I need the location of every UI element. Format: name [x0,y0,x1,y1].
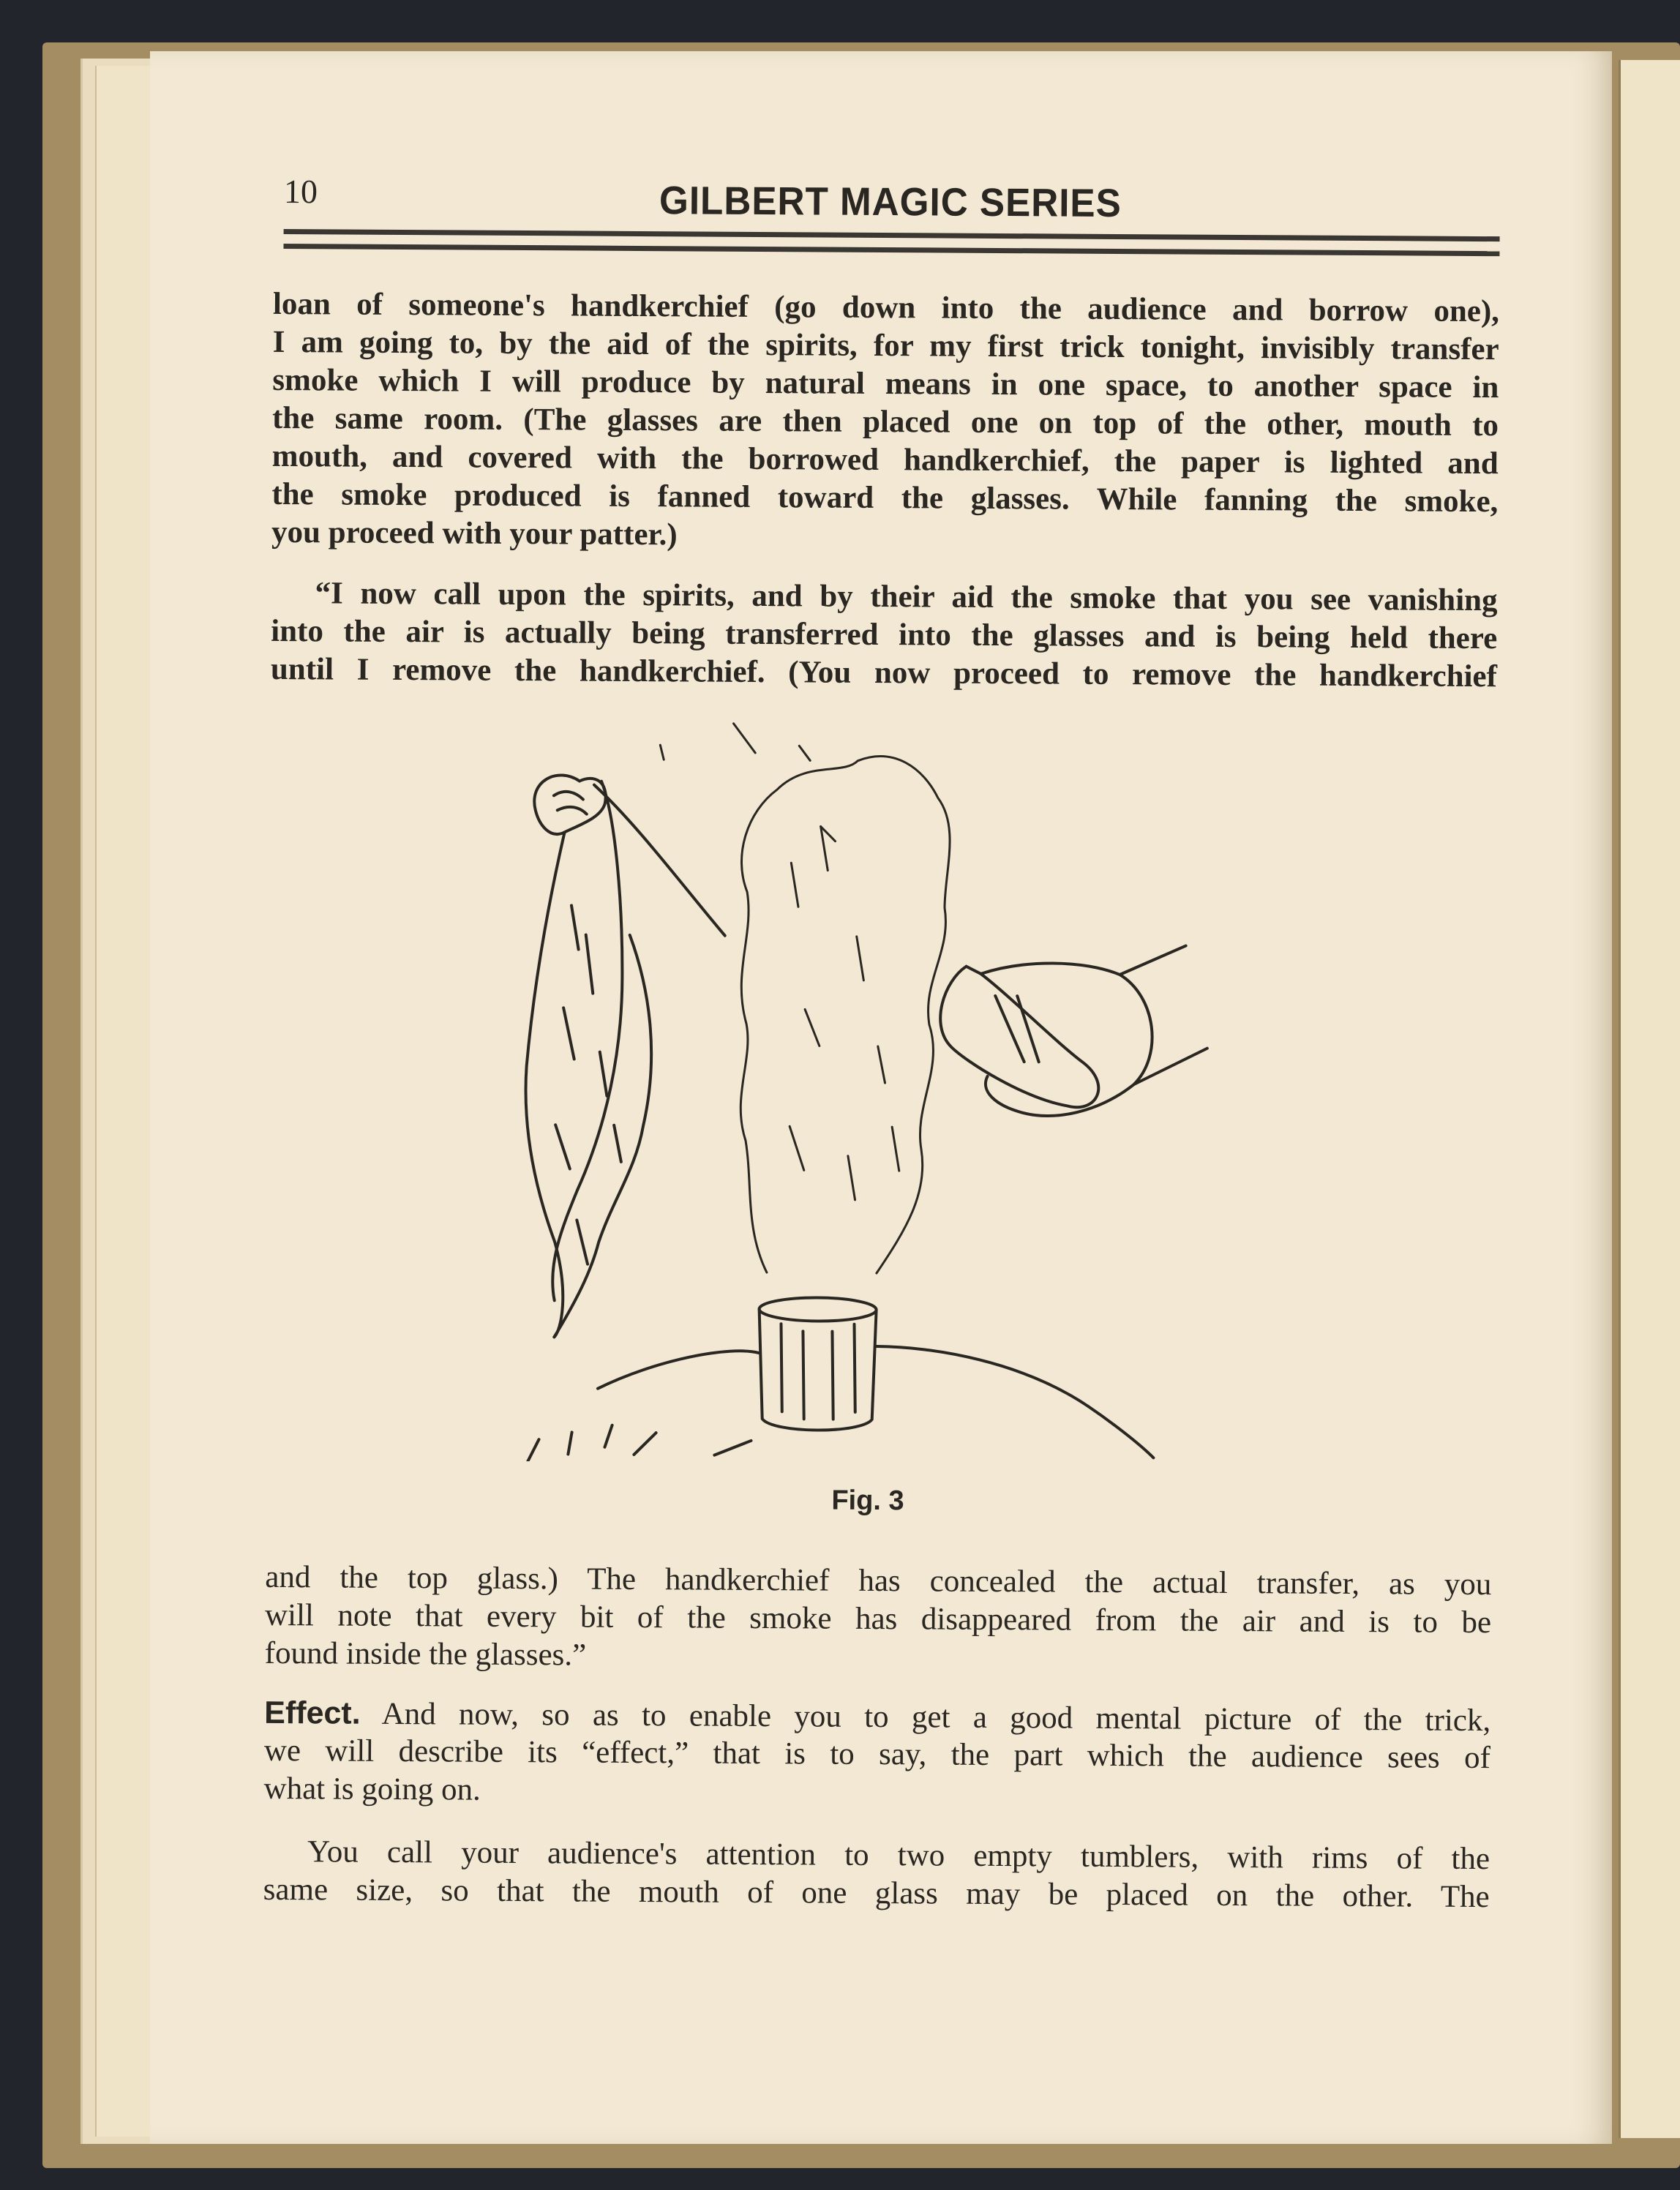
text-line: mouth, and covered with the borrowed handkerchief, the paper is lighted and [271,438,1499,481]
text-line: found inside the glasses.” [264,1635,587,1673]
text-line: what is going on. [263,1771,481,1807]
text-line: the smoke produced is fanned toward the glasses. While fanning the smoke, [271,476,1499,520]
header-rule-bottom [283,244,1499,256]
text-line: until I remove the handkerchief. (You now proceed to remove the handkerchief [270,651,1498,694]
header-rule-top [284,229,1500,241]
text-line: You call your audience's attention to two empty tumblers, with rims of the [307,1834,1490,1877]
paragraph-3 [265,1559,1492,1680]
text-line: the same room. (The glasses are then placed one on top of the other, mouth to [271,400,1499,443]
hand-holding-glass [940,945,1207,1117]
page-number: 10 [283,173,318,211]
illustration-smoke-transfer [509,715,1289,1466]
section-lead: Effect. [264,1695,361,1731]
text-span: And now, so as to enable you to get a good mental picture of the trick, [360,1696,1491,1739]
paragraph-5 [263,1833,1490,1916]
text-line: into the air is actually being transferred into the glasses and is being held there [271,613,1498,656]
text-line: and the top glass.) The handkerchief has concealed the actual transfer, as you [265,1559,1492,1602]
figure-caption: Fig. 3 [831,1485,904,1517]
text-line: “I now call upon the spirits, and by their aid the smoke that you see vanishing [315,576,1498,618]
text-line: you proceed with your patter.) [271,514,678,552]
smoke-cloud [657,723,950,1273]
paragraph-effect [263,1694,1490,1815]
running-title: GILBERT MAGIC SERIES [659,179,1122,226]
text-line: we will describe its “effect,” that is to say, the part which the audience sees of [263,1733,1491,1776]
text-line: will note that every bit of the smoke has disappeared from the air and is to be [264,1597,1492,1640]
paragraph-1 [271,285,1499,559]
text-line: same size, so that the mouth of one glass may be placed on the other. The [263,1872,1490,1915]
tumbler-glass [759,1297,877,1430]
text-line: I am going to, by the aid of the spirits, for my first trick tonight, invisibly transfer [272,324,1499,367]
text-line: smoke which I will produce by natural means in one space, to another space in [272,362,1499,405]
table-edge [524,1344,1154,1466]
handkerchief-hand [524,775,726,1338]
paragraph-2 [271,574,1498,696]
text-line: loan of someone's handkerchief (go down into the audience and borrow one), [272,286,1500,329]
